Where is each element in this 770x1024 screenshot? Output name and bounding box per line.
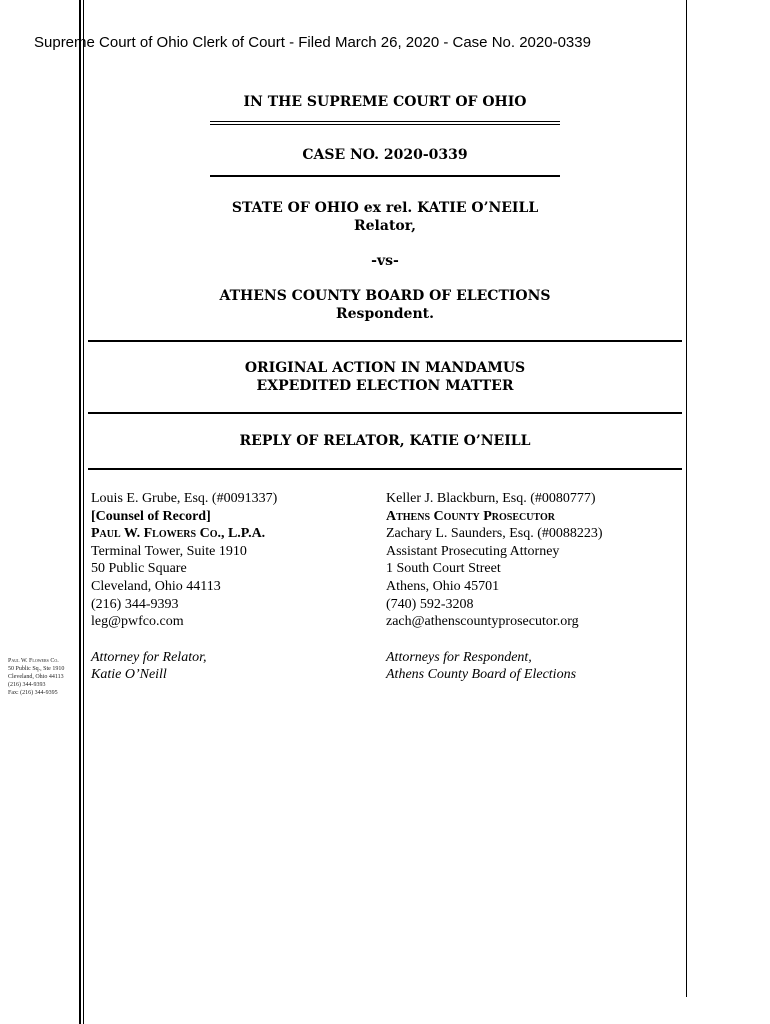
case-divider	[210, 175, 560, 177]
respondent-phone: (740) 592-3208	[386, 596, 474, 612]
respondent-email: zach@athenscountyprosecutor.org	[386, 614, 579, 630]
respondent-address-1: 1 South Court Street	[386, 561, 501, 577]
respondent-counsel-name-1: Keller J. Blackburn, Esq. (#0080777)	[386, 491, 596, 506]
respondent-counsel-block	[386, 490, 603, 684]
respondent-address-2: Athens, Ohio 45701	[386, 578, 500, 594]
case-number: CASE NO. 2020-0339	[302, 147, 468, 163]
right-margin-rule	[686, 0, 687, 997]
relator-role: Relator,	[354, 218, 416, 234]
relator-name: STATE OF OHIO ex rel. KATIE O’NEILL	[231, 200, 539, 216]
relator-firm: Paul W. Flowers Co., L.P.A.	[91, 526, 266, 542]
section-divider-3	[88, 468, 682, 470]
respondent-counsel-name-2: Zachary L. Saunders, Esq. (#0088223)	[386, 526, 603, 542]
relator-address-3: Cleveland, Ohio 44113	[91, 578, 221, 594]
section-divider-1	[88, 340, 682, 342]
relator-client: Katie O’Neill	[91, 667, 167, 683]
respondent-attorney-for: Attorneys for Respondent,	[386, 649, 532, 665]
respondent-role: Respondent.	[336, 306, 434, 322]
document-title: REPLY OF RELATOR, KATIE O’NEILL	[239, 433, 531, 449]
prosecutor-office: Athens County Prosecutor	[386, 508, 555, 524]
respondent-counsel-title: Assistant Prosecuting Attorney	[386, 543, 560, 559]
margin-note-firm: Paul W. Flowers Co.	[8, 658, 59, 664]
respondent-client: Athens County Board of Elections	[386, 667, 577, 683]
margin-note-city: Cleveland, Ohio 44113	[8, 674, 64, 680]
caption-divider-double-top	[210, 121, 560, 122]
matter-type: EXPEDITED ELECTION MATTER	[256, 378, 514, 394]
counsel-of-record: [Counsel of Record]	[91, 508, 211, 524]
filing-stamp: Supreme Court of Ohio Clerk of Court - Filed March 26, 2020 - Case No. 2020-0339	[34, 34, 591, 51]
left-margin-rule-inner	[83, 0, 84, 1024]
relator-email: leg@pwfco.com	[91, 614, 184, 630]
margin-note-address: 50 Public Sq., Ste 1910	[8, 666, 65, 672]
firm-margin-note	[8, 657, 64, 697]
action-type: ORIGINAL ACTION IN MANDAMUS	[244, 360, 526, 376]
left-margin-rule	[79, 0, 81, 1024]
respondent-name: ATHENS COUNTY BOARD OF ELECTIONS	[219, 288, 551, 304]
caption-divider-double-bottom	[210, 124, 560, 125]
margin-note-phone: (216) 344-9393	[8, 682, 46, 688]
relator-counsel-block	[91, 490, 277, 684]
relator-counsel-name: Louis E. Grube, Esq. (#0091337)	[91, 491, 278, 506]
relator-address-1: Terminal Tower, Suite 1910	[91, 543, 247, 559]
relator-phone: (216) 344-9393	[91, 596, 179, 612]
court-name: IN THE SUPREME COURT OF OHIO	[243, 94, 527, 110]
versus-text: -vs-	[371, 253, 399, 269]
relator-address-2: 50 Public Square	[91, 561, 187, 577]
relator-attorney-for: Attorney for Relator,	[91, 649, 207, 665]
margin-note-fax: Fax: (216) 344-9395	[8, 690, 58, 696]
section-divider-2	[88, 412, 682, 414]
